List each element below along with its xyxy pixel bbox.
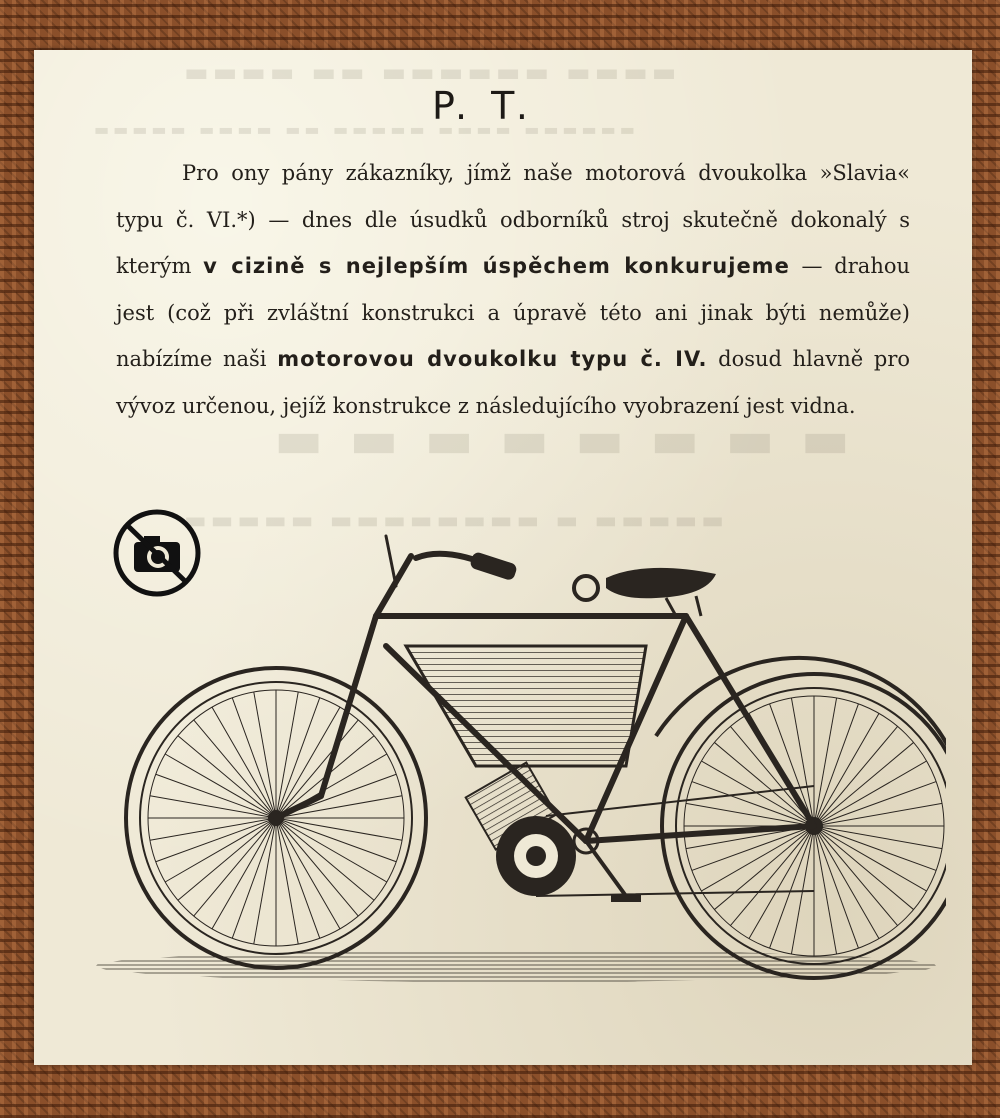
bleed-through-3: ▬ ▬ ▬ ▬ ▬ ▬ ▬ ▬ xyxy=(274,410,854,470)
bleed-through-4: ▬▬▬▬▬ ▬▬▬▬▬▬▬▬ ▬ ▬▬▬▬▬ xyxy=(184,506,728,534)
body-text-run: dosud hlavně pro vývoz určenou, jejíž konstrukce z následujícího vyobrazení jest vidna. xyxy=(116,347,911,418)
saddle xyxy=(574,568,716,616)
body-paragraph xyxy=(116,150,910,430)
page-title: P. T. xyxy=(432,84,534,128)
bleed-through-2: ▬▬▬▬▬ ▬▬▬▬ ▬▬ ▬▬▬▬▬ ▬▬▬▬ ▬▬▬▬▬▬ xyxy=(94,120,639,139)
body-text-run: — drahou jest (což při zvláštní konstrukci a úpravě této ani jinak býti nemůže) nabízíme naši xyxy=(116,254,911,372)
engine xyxy=(466,763,576,896)
bleed-through-1: ▬▬▬▬ ▬▬ ▬▬▬▬▬▬ ▬▬▬▬ xyxy=(184,58,681,88)
motorcycle-illustration xyxy=(86,496,946,996)
document-sheet xyxy=(34,50,972,1065)
rear-wheel xyxy=(656,658,946,978)
emphasis-text: motorovou dvoukolku typu č. IV. xyxy=(277,347,708,372)
fuel-tank xyxy=(406,646,646,766)
body-text-run: Pro ony pány zákazníky, jímž naše motorová dvoukolka »Slavia« typu č. VI.*) — dnes dle úsudků odborníků stroj skutečně dokonalý s kterým xyxy=(116,161,910,279)
emphasis-text: v cizině s nejlepším úspěchem konkurujeme xyxy=(203,254,790,279)
